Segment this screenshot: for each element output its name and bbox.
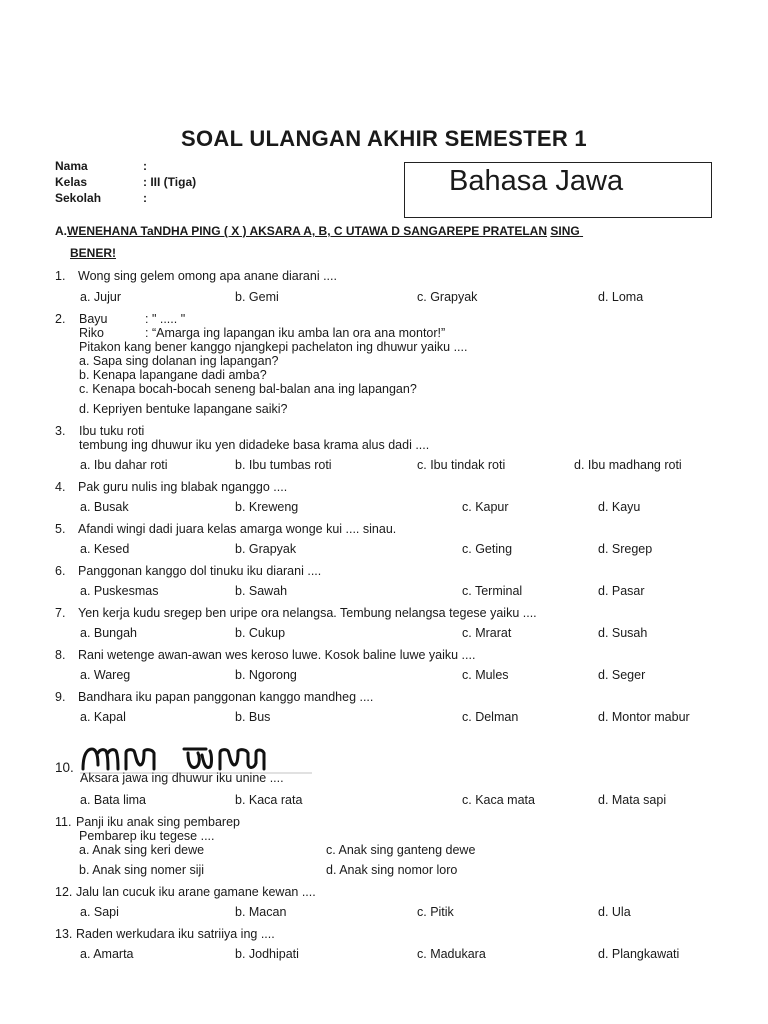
question-text: Bandhara iku papan panggonan kanggo mandheg .... [78, 690, 374, 704]
option-a: a. Wareg [80, 668, 131, 682]
question-text: Jalu lan cucuk iku arane gamane kewan .... [76, 885, 316, 899]
option-c: c. Geting [462, 542, 513, 556]
question-text: Yen kerja kudu sregep ben uripe ora nelangsa. Tembung nelangsa tegese yaiku .... [78, 606, 537, 620]
option-d: d. Montor mabur [598, 710, 690, 724]
option-a: a. Ibu dahar roti [80, 458, 168, 472]
option-d: d. Pasar [598, 584, 645, 598]
option-c: c. Madukara [417, 947, 486, 961]
option-b: b. Jodhipati [235, 947, 299, 961]
option-a: a. Kapal [80, 710, 126, 724]
label-kelas: Kelas [55, 175, 88, 189]
question-number: 11. [55, 815, 72, 829]
option-a: a. Sapa sing dolanan ing lapangan? [79, 354, 279, 368]
option-d: d. Ula [598, 905, 631, 919]
option-b: b. Kenapa lapangane dadi amba? [79, 368, 267, 382]
option-c: c. Ibu tindak roti [417, 458, 506, 472]
option-a: a. Amarta [80, 947, 134, 961]
option-b: b. Anak sing nomer siji [79, 863, 205, 877]
instruction-main: WENEHANA TaNDHA PING ( X ) AKSARA A, B, C UTAWA D SANGAREPE PRATELAN [67, 224, 548, 238]
option-c: c. Terminal [462, 584, 523, 598]
option-d: d. Kayu [598, 500, 641, 514]
value-kelas: : III (Tiga) [143, 175, 197, 189]
option-a: a. Jujur [80, 290, 121, 304]
option-b: b. Gemi [235, 290, 279, 304]
label-sekolah: Sekolah [55, 191, 102, 205]
option-c: c. Grapyak [417, 290, 478, 304]
option-d: d. Anak sing nomor loro [326, 863, 458, 877]
option-c: c. Pitik [417, 905, 454, 919]
option-a: a. Kesed [80, 542, 130, 556]
value-sekolah: : [143, 191, 147, 205]
dialog-line-riko: : “Amarga ing lapangan iku amba lan ora ana montor!” [145, 326, 446, 340]
option-b: b. Bus [235, 710, 271, 724]
option-d: d. Ibu madhang roti [574, 458, 682, 472]
question-number: 7. [55, 606, 66, 620]
option-a: a. Bata lima [80, 793, 147, 807]
option-c: c. Mules [462, 668, 509, 682]
question-text: Aksara jawa ing dhuwur iku unine .... [80, 771, 284, 785]
option-d: d. Loma [598, 290, 644, 304]
option-d: d. Mata sapi [598, 793, 667, 807]
option-b: b. Kreweng [235, 500, 299, 514]
option-c: c. Delman [462, 710, 519, 724]
option-a: a. Busak [80, 500, 129, 514]
instruction-prefix: A. [55, 224, 67, 238]
instruction-sing: SING [550, 224, 580, 238]
option-a: a. Sapi [80, 905, 119, 919]
question-text: Panji iku anak sing pembarep [76, 815, 240, 829]
question-text: Pak guru nulis ing blabak nganggo .... [78, 480, 288, 494]
subject-box [404, 162, 712, 218]
option-b: b. Macan [235, 905, 287, 919]
option-b: b. Grapyak [235, 542, 297, 556]
question-text-2: Pembarep iku tegese .... [79, 829, 215, 843]
question-number: 13. [55, 927, 73, 941]
question-number: 12. [55, 885, 73, 899]
option-a: a. Bungah [80, 626, 137, 640]
option-c: c. Kaca mata [462, 793, 535, 807]
question-text: Raden werkudara iku satriiya ing .... [76, 927, 275, 941]
question-number: 4. [55, 480, 66, 494]
option-d: d. Plangkawati [598, 947, 680, 961]
question-number: 5. [55, 522, 66, 536]
value-nama: : [143, 159, 147, 173]
label-nama: Nama [55, 159, 88, 173]
question-text: Rani wetenge awan-awan wes keroso luwe. Kosok baline luwe yaiku .... [78, 648, 476, 662]
question-text: Wong sing gelem omong apa anane diarani .... [78, 269, 337, 283]
question-text-2: tembung ing dhuwur iku yen didadeke basa krama alus dadi .... [79, 438, 430, 452]
option-d: d. Susah [598, 626, 648, 640]
question-number: 3. [55, 424, 66, 438]
option-b: b. Cukup [235, 626, 286, 640]
question-number: 2. [55, 312, 66, 326]
question-text: Pitakon kang bener kanggo njangkepi pachelaton ing dhuwur yaiku .... [79, 340, 468, 354]
option-d: d. Seger [598, 668, 646, 682]
instruction-line-1 [55, 224, 583, 238]
option-c: c. Kapur [462, 500, 509, 514]
dialog-name-riko: Riko [79, 326, 105, 340]
question-number: 6. [55, 564, 66, 578]
question-text: Ibu tuku roti [79, 424, 145, 438]
question-text: Panggonan kanggo dol tinuku iku diarani .... [78, 564, 322, 578]
option-b: b. Ibu tumbas roti [235, 458, 332, 472]
option-a: a. Anak sing keri dewe [79, 843, 205, 857]
question-number: 8. [55, 648, 66, 662]
option-c: c. Anak sing ganteng dewe [326, 843, 476, 857]
option-d: d. Sregep [598, 542, 653, 556]
option-c: c. Kenapa bocah-bocah seneng bal-balan ana ing lapangan? [79, 382, 417, 396]
option-d: d. Kepriyen bentuke lapangane saiki? [79, 402, 288, 416]
dialog-name-bayu: Bayu [79, 312, 108, 326]
instruction-line-2: BENER! [70, 246, 117, 260]
question-text: Afandi wingi dadi juara kelas amarga wonge kui .... sinau. [78, 522, 397, 536]
dialog-line-bayu: : " ..... " [145, 312, 186, 326]
question-number: 10. [55, 760, 74, 775]
option-b: b. Sawah [235, 584, 288, 598]
option-b: b. Kaca rata [235, 793, 303, 807]
option-b: b. Ngorong [235, 668, 297, 682]
subject-name: Bahasa Jawa [449, 165, 624, 197]
question-number: 1. [55, 269, 66, 283]
question-number: 9. [55, 690, 66, 704]
option-a: a. Puskesmas [80, 584, 159, 598]
option-c: c. Mrarat [462, 626, 512, 640]
page-title: SOAL ULANGAN AKHIR SEMESTER 1 [181, 126, 587, 151]
